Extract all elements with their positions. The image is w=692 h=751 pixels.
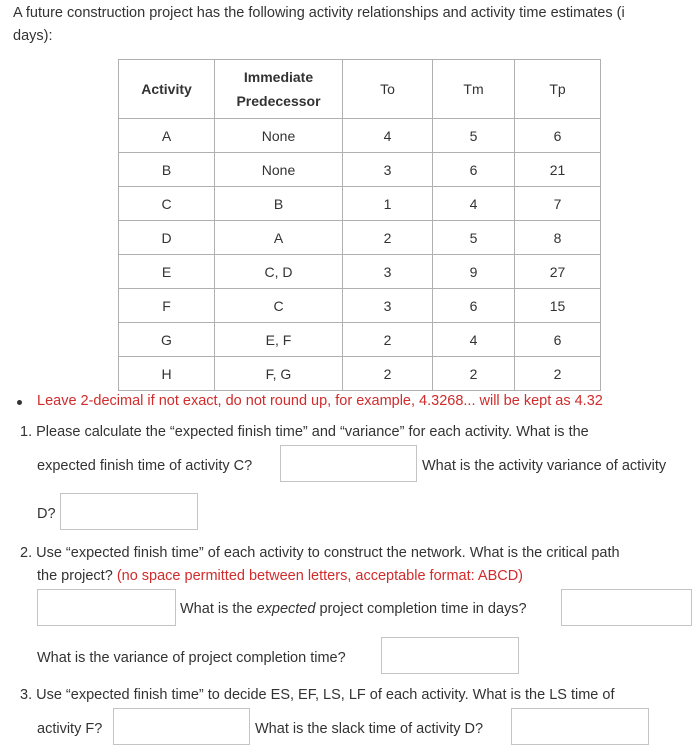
q2-line-2-text: the project? (37, 568, 117, 584)
cell-predecessor: B (215, 187, 343, 221)
q2-label-completion-time-start: What is the (180, 601, 257, 617)
table-row (119, 119, 601, 153)
d-variance-input[interactable] (60, 493, 198, 530)
header-tp: Tp (515, 60, 601, 119)
cell-activity: D (119, 221, 215, 255)
q2-line-1: 2. Use “expected finish time” of each activity to construct the network. What is the critical path (20, 545, 620, 561)
cell-predecessor: C (215, 289, 343, 323)
cell-to: 2 (343, 221, 433, 255)
cell-to: 2 (343, 323, 433, 357)
f-ls-time-input[interactable] (113, 708, 250, 745)
cell-tm: 4 (433, 187, 515, 221)
activity-table (118, 59, 601, 391)
cell-activity: E (119, 255, 215, 289)
cell-to: 3 (343, 255, 433, 289)
cell-tp: 27 (515, 255, 601, 289)
cell-predecessor: A (215, 221, 343, 255)
cell-tp: 15 (515, 289, 601, 323)
cell-to: 4 (343, 119, 433, 153)
completion-time-input[interactable] (561, 589, 692, 626)
cell-tm: 9 (433, 255, 515, 289)
q1-line-1: 1. Please calculate the “expected finish time” and “variance” for each activity. What is the (20, 424, 589, 440)
cell-to: 2 (343, 357, 433, 391)
cell-tm: 6 (433, 289, 515, 323)
critical-path-input[interactable] (37, 589, 176, 626)
cell-to: 3 (343, 153, 433, 187)
table-row (119, 255, 601, 289)
table-row (119, 221, 601, 255)
cell-tp: 21 (515, 153, 601, 187)
cell-activity: H (119, 357, 215, 391)
cell-tm: 5 (433, 119, 515, 153)
c-finish-time-input[interactable] (280, 445, 417, 482)
cell-activity: G (119, 323, 215, 357)
cell-predecessor: None (215, 153, 343, 187)
cell-to: 3 (343, 289, 433, 323)
q2-label-completion-variance: What is the variance of project completion time? (37, 650, 346, 666)
header-predecessor-line2: Predecessor (236, 93, 321, 109)
cell-tm: 4 (433, 323, 515, 357)
cell-tm: 2 (433, 357, 515, 391)
table-row (119, 289, 601, 323)
cell-predecessor: E, F (215, 323, 343, 357)
cell-tm: 5 (433, 221, 515, 255)
cell-tp: 2 (515, 357, 601, 391)
intro-line-1: A future construction project has the following activity relationships and activity time estimates (i (13, 5, 625, 21)
intro-line-2: days): (13, 28, 53, 44)
header-activity: Activity (119, 60, 215, 119)
header-predecessor (215, 60, 343, 119)
header-predecessor-line1: Immediate (243, 69, 314, 85)
q3-line-1: 3. Use “expected finish time” to decide ES, EF, LS, LF of each activity. What is the LS time of (20, 687, 615, 703)
cell-activity: B (119, 153, 215, 187)
table-row (119, 357, 601, 391)
q2-line-2 (37, 568, 523, 584)
cell-activity: A (119, 119, 215, 153)
header-to: To (343, 60, 433, 119)
cell-tp: 8 (515, 221, 601, 255)
rounding-note: Leave 2-decimal if not exact, do not round up, for example, 4.3268... will be kept as 4.32 (37, 393, 603, 409)
q2-label-completion-time-em: expected (256, 601, 316, 617)
cell-predecessor: C, D (215, 255, 343, 289)
q3-label-d-slack: What is the slack time of activity D? (255, 721, 484, 737)
cell-predecessor: F, G (215, 357, 343, 391)
table-row (119, 187, 601, 221)
cell-tp: 6 (515, 323, 601, 357)
cell-tm: 6 (433, 153, 515, 187)
q2-format-note: (no space permitted between letters, acceptable format: ABCD) (116, 568, 524, 584)
table-row (119, 153, 601, 187)
completion-variance-input[interactable] (381, 637, 519, 674)
cell-activity: F (119, 289, 215, 323)
q1-label-d-variance: What is the activity variance of activity (422, 458, 667, 474)
d-slack-time-input[interactable] (511, 708, 649, 745)
table-row (119, 323, 601, 357)
q2-label-completion-time (180, 601, 527, 617)
q3-label-f-ls: activity F? (37, 721, 103, 737)
cell-tp: 7 (515, 187, 601, 221)
q1-label-d: D? (37, 506, 56, 522)
cell-predecessor: None (215, 119, 343, 153)
q1-label-c-finish: expected finish time of activity C? (37, 458, 253, 474)
q2-label-completion-time-end: project completion time in days? (315, 601, 527, 617)
cell-activity: C (119, 187, 215, 221)
cell-to: 1 (343, 187, 433, 221)
bullet-icon (17, 400, 22, 405)
table-header-row (119, 60, 601, 119)
cell-tp: 6 (515, 119, 601, 153)
header-tm: Tm (433, 60, 515, 119)
